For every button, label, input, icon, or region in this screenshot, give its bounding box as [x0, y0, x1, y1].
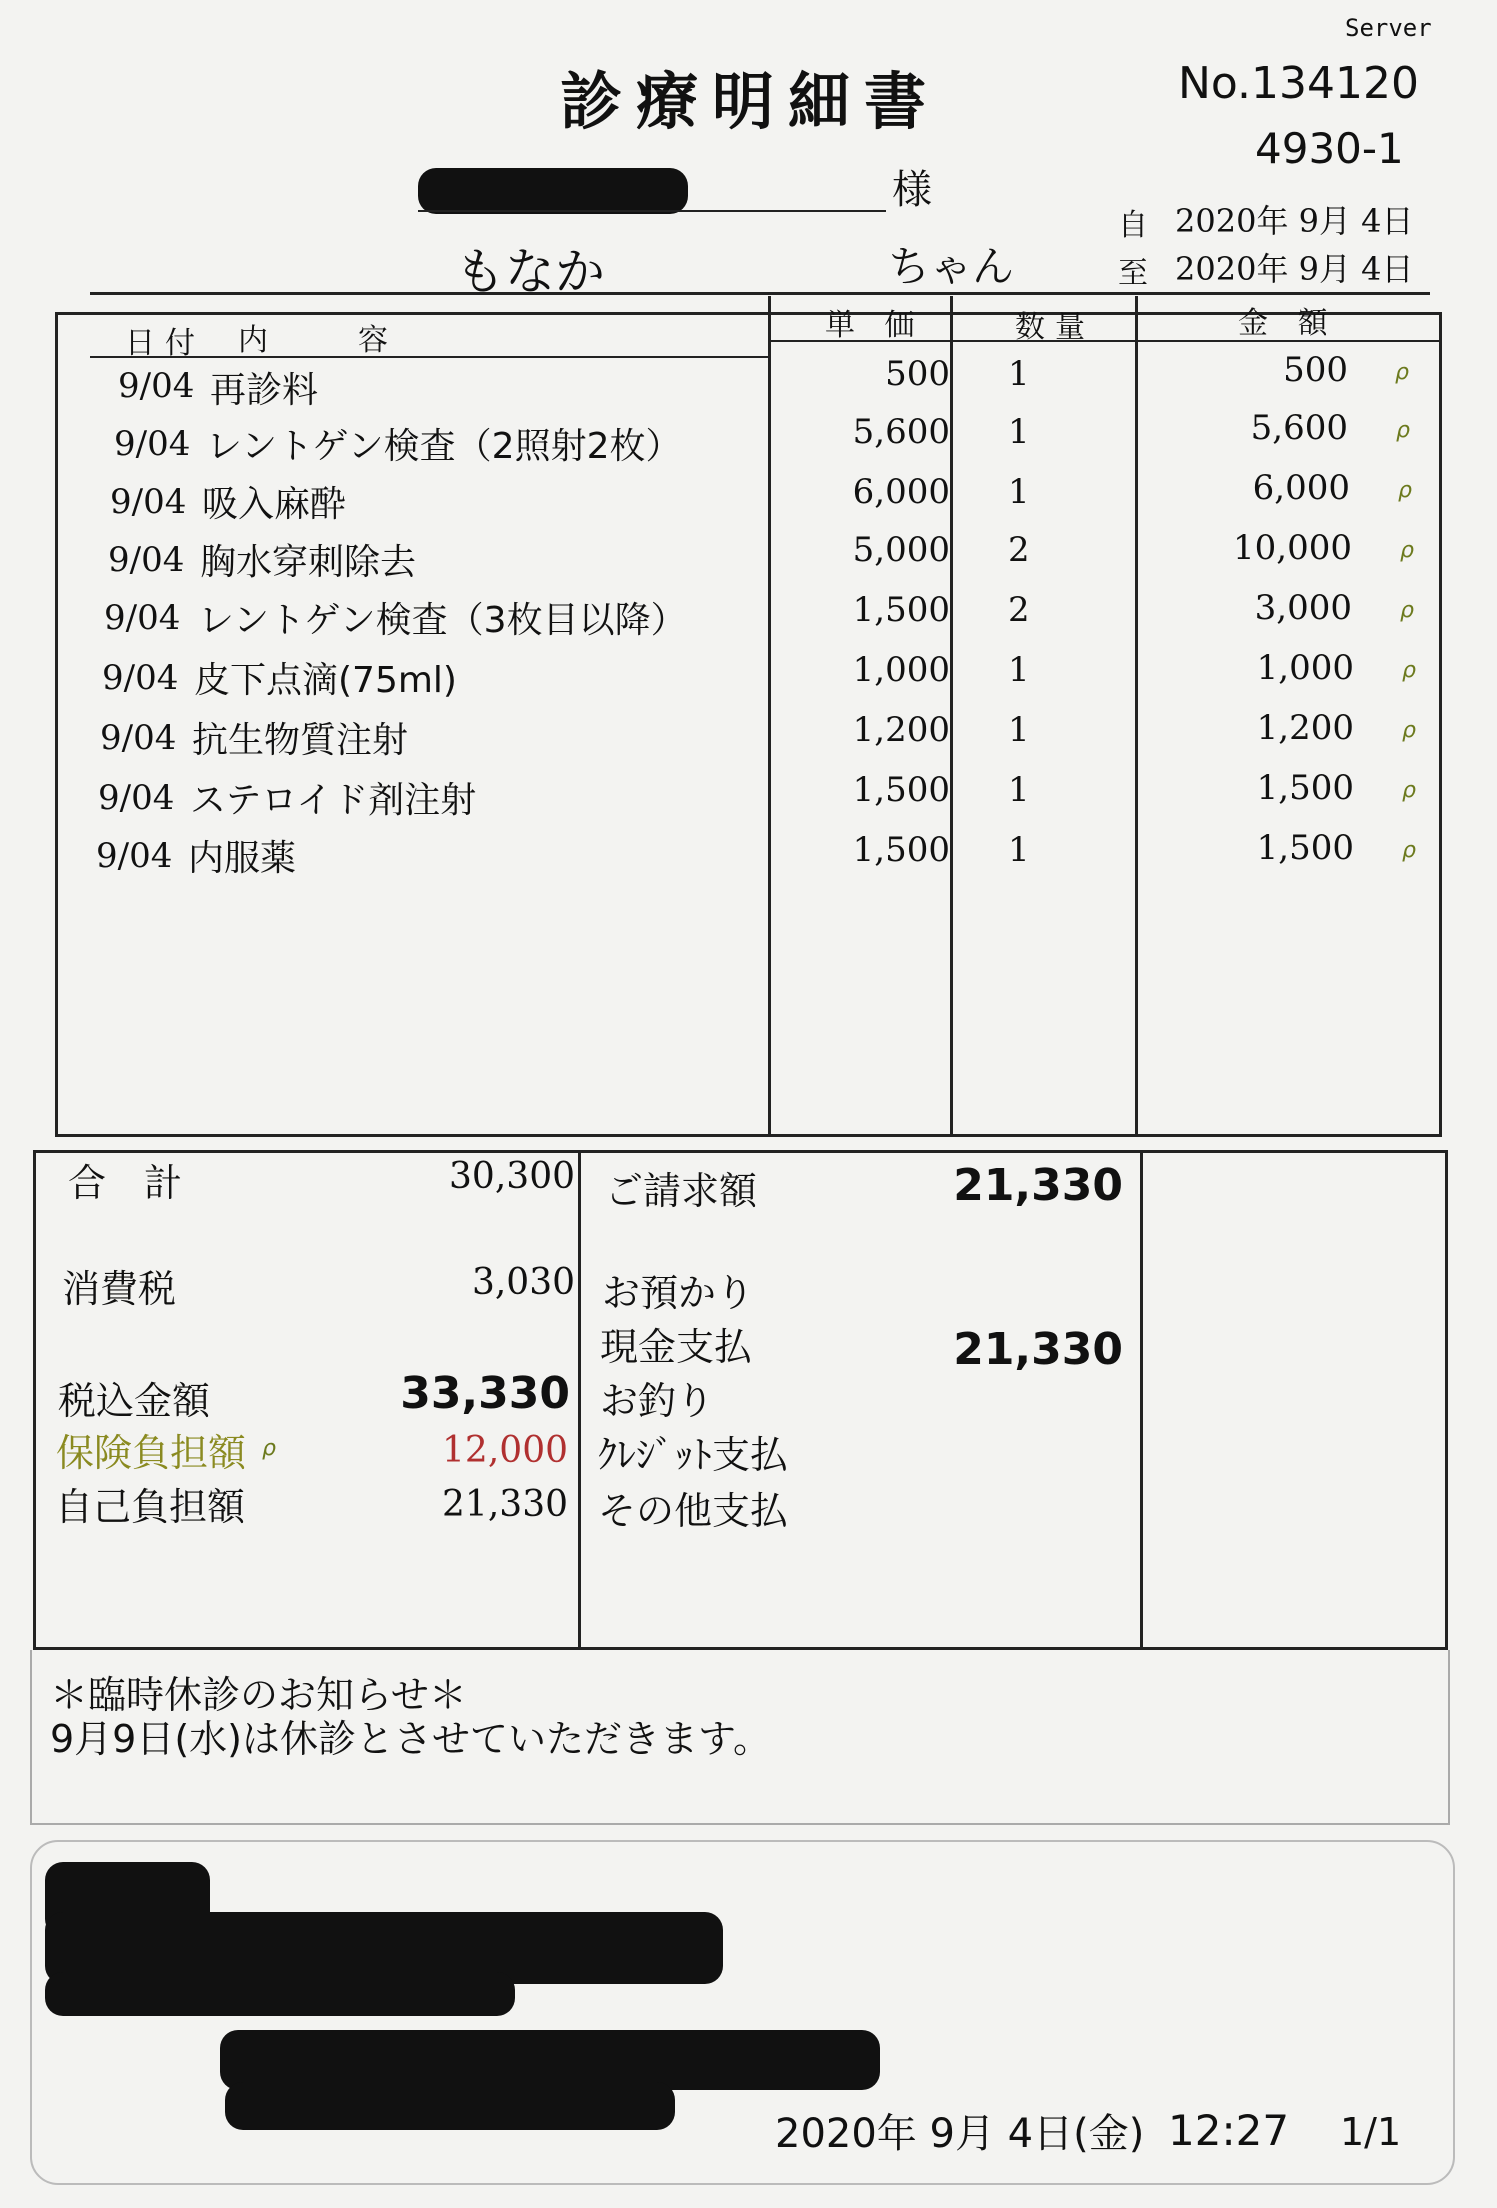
redacted-clinic-line: [45, 1972, 515, 2016]
row-desc: レントゲン検査（3枚目以降）: [198, 600, 687, 641]
check-mark: ρ: [262, 1436, 276, 1461]
print-date: 2020年 9月 4日(金): [775, 2111, 1145, 2157]
subtotal-value: 30,300: [449, 1156, 575, 1197]
row-amount: 500: [1283, 350, 1348, 390]
row-amount: 1,500: [1256, 768, 1354, 808]
row-desc: 内服薬: [188, 838, 297, 879]
row-desc: 吸入麻酔: [202, 484, 347, 525]
insurance-label: 保険負担額: [56, 1431, 247, 1475]
check-mark: ρ: [1395, 360, 1409, 385]
row-date: 9/04: [114, 424, 191, 464]
tax-label: 消費税: [62, 1267, 177, 1311]
cash-value: 21,330: [953, 1324, 1123, 1375]
row-amount: 1,500: [1256, 828, 1354, 868]
date-from-label: 自: [1118, 208, 1148, 243]
row-unit-price: 1,500: [852, 830, 950, 870]
row-desc: ステロイド剤注射: [190, 780, 477, 821]
redacted-owner-name: [418, 168, 688, 214]
col-divider-1: [768, 296, 771, 1136]
totals-divider-1: [578, 1150, 581, 1650]
row-unit-price: 6,000: [852, 472, 950, 512]
redacted-clinic-phone: [220, 2030, 880, 2090]
page-number: 1/1: [1340, 2110, 1402, 2154]
row-date: 9/04: [108, 540, 185, 580]
document-code: 4930-1: [1255, 124, 1404, 173]
row-qty: 2: [1008, 590, 1030, 630]
cash-label: 現金支払: [600, 1325, 753, 1369]
row-unit-price: 5,000: [852, 530, 950, 570]
row-unit-price: 1,000: [852, 650, 950, 690]
row-qty: 1: [1008, 472, 1030, 512]
check-mark: ρ: [1402, 778, 1416, 803]
document-title: 診療明細書: [560, 65, 941, 138]
row-qty: 1: [1008, 770, 1030, 810]
row-date: 9/04: [96, 836, 173, 876]
deposit-label: お預かり: [602, 1271, 755, 1315]
header-unit-price: 単 価: [825, 308, 925, 343]
server-label: Server: [1345, 14, 1432, 42]
patient-honorific: ちゃん: [888, 242, 1015, 291]
header-content: 内 容: [238, 323, 398, 358]
header-date: 日付: [125, 326, 205, 361]
owner-honorific: 様: [892, 167, 932, 213]
tax-included-label: 税込金額: [58, 1379, 211, 1423]
row-unit-price: 1,500: [852, 770, 950, 810]
header-amount: 金 額: [1238, 306, 1338, 341]
check-mark: ρ: [1400, 598, 1414, 623]
tax-included-value: 33,330: [400, 1368, 570, 1419]
row-desc: 皮下点滴(75ml): [194, 660, 457, 701]
row-qty: 1: [1008, 710, 1030, 750]
row-date: 9/04: [104, 598, 181, 638]
row-qty: 1: [1008, 354, 1030, 394]
row-amount: 5,600: [1250, 408, 1348, 448]
redacted-clinic-extra: [225, 2082, 675, 2130]
check-mark: ρ: [1400, 538, 1414, 563]
subtotal-label: 合 計: [68, 1161, 183, 1205]
notice-title: ＊臨時休診のお知らせ＊: [50, 1673, 467, 1717]
row-unit-price: 1,200: [852, 710, 950, 750]
check-mark: ρ: [1402, 838, 1416, 863]
other-payment-label: その他支払: [598, 1489, 789, 1533]
tax-value: 3,030: [471, 1262, 575, 1303]
self-pay-label: 自己負担額: [55, 1485, 246, 1529]
row-unit-price: 5,600: [852, 412, 950, 452]
notice-body: 9月9日(水)は休診とさせていただきます。: [50, 1717, 771, 1761]
table-top-border: [90, 292, 1430, 295]
change-label: お釣り: [600, 1379, 715, 1423]
row-amount: 10,000: [1233, 528, 1352, 568]
row-desc: 再診料: [210, 370, 319, 411]
check-mark: ρ: [1396, 418, 1410, 443]
row-desc: 抗生物質注射: [192, 720, 409, 761]
patient-name: もなか: [455, 243, 605, 301]
row-date: 9/04: [100, 718, 177, 758]
row-qty: 1: [1008, 650, 1030, 690]
print-time: 12:27: [1168, 2106, 1290, 2155]
check-mark: ρ: [1398, 478, 1412, 503]
row-amount: 1,200: [1256, 708, 1354, 748]
row-qty: 1: [1008, 412, 1030, 452]
date-to-label: 至: [1118, 256, 1148, 291]
row-date: 9/04: [110, 482, 187, 522]
date-from: 2020年 9月 4日: [1175, 202, 1414, 240]
header-qty: 数量: [1015, 310, 1095, 345]
row-desc: 胸水穿刺除去: [200, 542, 417, 583]
self-pay-value: 21,330: [442, 1484, 568, 1525]
row-date: 9/04: [98, 778, 175, 818]
totals-divider-2: [1140, 1150, 1143, 1650]
col-divider-3: [1135, 296, 1138, 1136]
date-to: 2020年 9月 4日: [1175, 250, 1414, 288]
row-amount: 1,000: [1256, 648, 1354, 688]
document-number: No.134120: [1178, 58, 1420, 109]
row-unit-price: 1,500: [852, 590, 950, 630]
col-divider-2: [950, 296, 953, 1136]
check-mark: ρ: [1402, 718, 1416, 743]
billing-label: ご請求額: [605, 1169, 758, 1213]
row-unit-price: 500: [885, 354, 950, 394]
check-mark: ρ: [1402, 658, 1416, 683]
credit-label: ｸﾚｼﾞｯﾄ支払: [598, 1433, 789, 1477]
row-qty: 2: [1008, 530, 1030, 570]
billing-value: 21,330: [953, 1160, 1123, 1211]
row-qty: 1: [1008, 830, 1030, 870]
row-date: 9/04: [102, 658, 179, 698]
insurance-value: 12,000: [442, 1430, 568, 1471]
row-date: 9/04: [118, 366, 195, 406]
totals-table: [33, 1150, 1448, 1650]
row-amount: 6,000: [1252, 468, 1350, 508]
owner-name-underline: [418, 210, 886, 212]
row-desc: レントゲン検査（2照射2枚）: [206, 426, 682, 467]
row-amount: 3,000: [1254, 588, 1352, 628]
